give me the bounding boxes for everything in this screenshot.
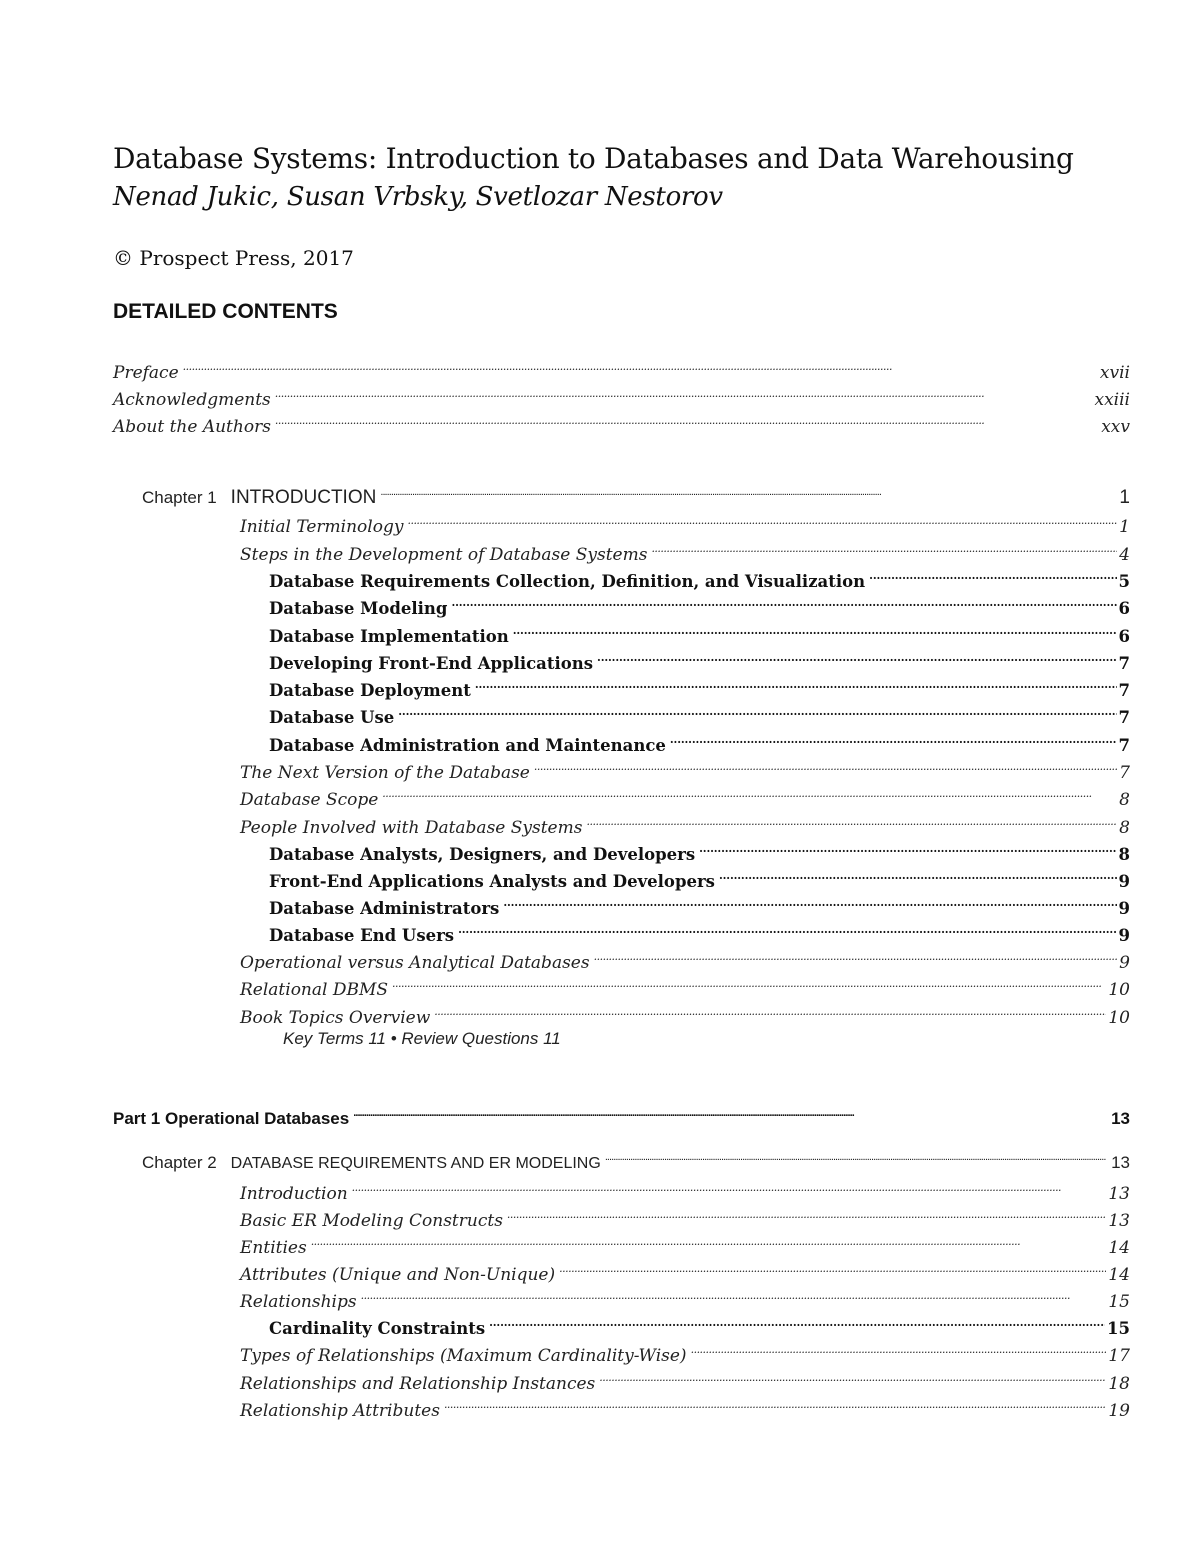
toc-entry-page: 9 — [1118, 899, 1130, 918]
toc-entry-label: Database Implementation — [269, 627, 509, 646]
toc-entry-acknowledgments[interactable] — [113, 383, 1130, 410]
toc-entry-page: 8 — [1119, 818, 1130, 838]
toc-entry-label: Cardinality Constraints — [269, 1319, 486, 1338]
toc-section[interactable] — [240, 510, 1130, 537]
leader-dots — [594, 946, 1118, 968]
toc-entry-page: 5 — [1118, 572, 1130, 591]
leader-dots — [651, 538, 1117, 560]
toc-entry-label: Database Analysts, Designers, and Developers — [269, 845, 696, 864]
leader-dots — [597, 647, 1116, 669]
chapter-page: 1 — [1119, 487, 1130, 508]
leader-dots — [869, 565, 1116, 587]
toc-section[interactable] — [240, 538, 1130, 565]
toc-entry-label: Database Deployment — [269, 681, 471, 700]
leader-dots — [352, 1177, 1107, 1199]
toc-entry-label: Steps in the Development of Database Systems — [240, 545, 648, 565]
toc-section[interactable] — [240, 1001, 1130, 1028]
toc-subsection[interactable] — [269, 592, 1130, 618]
toc-subsection[interactable] — [269, 892, 1130, 918]
toc-entry-label: People Involved with Database Systems — [240, 818, 583, 838]
toc-chapter-1[interactable] — [142, 481, 1130, 508]
leader-dots — [605, 1146, 1109, 1168]
toc-entry-page: 15 — [1107, 1319, 1130, 1338]
toc-part-1[interactable] — [113, 1102, 1130, 1128]
toc-entry-label: Book Topics Overview — [240, 1008, 431, 1028]
toc-section[interactable] — [240, 1394, 1130, 1421]
toc-entry-label: Database Scope — [240, 790, 379, 810]
leader-dots — [586, 811, 1117, 833]
toc-subsection[interactable] — [269, 620, 1130, 646]
toc-entry-label: Entities — [240, 1238, 307, 1258]
toc-subsection[interactable] — [269, 838, 1130, 864]
toc-section[interactable] — [240, 811, 1130, 838]
toc-entry-label: The Next Version of the Database — [240, 763, 530, 783]
copyright-line: © Prospect Press, 2017 — [113, 246, 354, 270]
leader-dots — [444, 1394, 1106, 1416]
toc-entry-page: 13 — [1108, 1184, 1130, 1204]
leader-dots — [353, 1102, 1109, 1124]
toc-entry-page: 14 — [1108, 1265, 1130, 1285]
toc-subsection[interactable] — [269, 647, 1130, 673]
toc-section[interactable] — [240, 756, 1130, 783]
key-terms-line: Key Terms 11 • Review Questions 11 — [283, 1029, 561, 1048]
leader-dots — [507, 1204, 1106, 1226]
toc-entry-label: Relationships — [240, 1292, 357, 1312]
toc-entry-page: 8 — [1119, 790, 1130, 810]
toc-entry-page: xvii — [1099, 363, 1130, 383]
toc-entry-label: Front-End Applications Analysts and Developers — [269, 872, 715, 891]
toc-entry-page: 9 — [1118, 872, 1130, 891]
book-title: Database Systems: Introduction to Databases and Data Warehousing — [113, 142, 1074, 175]
leader-dots — [719, 865, 1117, 887]
leader-dots — [489, 1312, 1105, 1334]
leader-dots — [361, 1285, 1107, 1307]
toc-section[interactable] — [240, 1177, 1130, 1204]
leader-dots — [670, 729, 1117, 751]
toc-entry-preface[interactable] — [113, 356, 1130, 383]
leader-dots — [699, 838, 1116, 860]
toc-subsection[interactable] — [269, 701, 1130, 727]
toc-section[interactable] — [240, 1258, 1130, 1285]
toc-entry-about-authors[interactable] — [113, 410, 1130, 437]
leader-dots — [559, 1258, 1106, 1280]
part-page: 13 — [1111, 1109, 1130, 1128]
toc-entry-label: Relational DBMS — [240, 980, 389, 1000]
toc-chapter-2[interactable] — [142, 1146, 1130, 1172]
toc-entry-page: 7 — [1118, 654, 1130, 673]
leader-dots — [382, 783, 1117, 805]
toc-entry-page: 17 — [1108, 1346, 1130, 1366]
toc-entry-page: 7 — [1119, 763, 1130, 783]
toc-entry-page: 6 — [1118, 627, 1130, 646]
toc-subsection[interactable] — [269, 865, 1130, 891]
leader-dots — [434, 1001, 1106, 1023]
toc-entry-label: Database Use — [269, 708, 395, 727]
toc-entry-page: 18 — [1108, 1374, 1130, 1394]
chapter-title: INTRODUCTION — [230, 487, 377, 508]
toc-entry-label: Database Requirements Collection, Definition, and Visualization — [269, 572, 866, 591]
leader-dots — [398, 701, 1116, 723]
toc-subsection[interactable] — [269, 729, 1130, 755]
toc-entry-label: Operational versus Analytical Databases — [240, 953, 590, 973]
toc-entry-page: 6 — [1118, 599, 1130, 618]
leader-dots — [513, 620, 1117, 642]
toc-section[interactable] — [240, 1204, 1130, 1231]
toc-entry-page: 7 — [1118, 681, 1130, 700]
toc-section[interactable] — [240, 1231, 1130, 1258]
leader-dots — [691, 1339, 1107, 1361]
leader-dots — [275, 383, 1093, 405]
leader-dots — [407, 510, 1117, 532]
toc-subsection[interactable] — [269, 565, 1130, 591]
leader-dots — [458, 919, 1116, 941]
toc-entry-page: xxv — [1101, 417, 1130, 437]
leader-dots — [380, 481, 1117, 503]
toc-section[interactable] — [240, 783, 1130, 810]
book-authors: Nenad Jukic, Susan Vrbsky, Svetlozar Nestorov — [113, 182, 723, 212]
toc-entry-label: Developing Front-End Applications — [269, 654, 594, 673]
toc-subsection[interactable] — [269, 919, 1130, 945]
toc-entry-page: 7 — [1118, 708, 1130, 727]
toc-section[interactable] — [240, 1339, 1130, 1366]
chapter-page: 13 — [1111, 1153, 1130, 1172]
toc-entry-label: Relationship Attributes — [240, 1401, 440, 1421]
chapter-prefix: Chapter 1 — [142, 488, 217, 507]
toc-entry-page: 10 — [1108, 980, 1130, 1000]
chapter-title: DATABASE REQUIREMENTS AND ER MODELING — [230, 1155, 601, 1172]
toc-entry-label: Relationships and Relationship Instances — [240, 1374, 596, 1394]
leader-dots — [451, 592, 1116, 614]
toc-entry-label: Initial Terminology — [240, 517, 404, 537]
toc-entry-label: Database Administrators — [269, 899, 500, 918]
toc-entry-label: Types of Relationships (Maximum Cardinality-Wise) — [240, 1346, 687, 1366]
leader-dots — [475, 674, 1117, 696]
toc-entry-page: 8 — [1118, 845, 1130, 864]
toc-entry-label: About the Authors — [113, 417, 271, 437]
part-label: Part 1 Operational Databases — [113, 1109, 350, 1128]
leader-dots — [311, 1231, 1107, 1253]
toc-entry-label: Attributes (Unique and Non-Unique) — [240, 1265, 556, 1285]
toc-entry-page: 9 — [1118, 926, 1130, 945]
contents-heading: DETAILED CONTENTS — [113, 300, 338, 323]
toc-entry-page: 10 — [1108, 1008, 1130, 1028]
toc-subsection[interactable] — [269, 1312, 1130, 1338]
toc-entry-label: Preface — [113, 363, 179, 383]
toc-entry-page: 19 — [1108, 1401, 1130, 1421]
toc-entry-page: 1 — [1119, 517, 1130, 537]
toc-entry-page: 13 — [1108, 1211, 1130, 1231]
toc-entry-page: 14 — [1108, 1238, 1130, 1258]
toc-entry-label: Introduction — [240, 1184, 348, 1204]
chapter-prefix: Chapter 2 — [142, 1153, 217, 1172]
toc-entry-label: Database Modeling — [269, 599, 448, 618]
leader-dots — [183, 356, 1098, 378]
toc-entry-page: 7 — [1118, 736, 1130, 755]
toc-entry-page: 9 — [1119, 953, 1130, 973]
toc-entry-page: 15 — [1108, 1292, 1130, 1312]
toc-entry-label: Basic ER Modeling Constructs — [240, 1211, 503, 1231]
toc-section[interactable] — [240, 1367, 1130, 1394]
leader-dots — [503, 892, 1116, 914]
toc-section[interactable] — [240, 946, 1130, 973]
toc-section[interactable] — [240, 1285, 1130, 1312]
leader-dots — [392, 973, 1106, 995]
toc-entry-label: Database Administration and Maintenance — [269, 736, 666, 755]
toc-entry-page: 4 — [1119, 545, 1130, 565]
toc-section[interactable] — [240, 973, 1130, 1000]
toc-entry-label: Database End Users — [269, 926, 455, 945]
leader-dots — [534, 756, 1117, 778]
leader-dots — [599, 1367, 1106, 1389]
toc-entry-page: xxiii — [1094, 390, 1130, 410]
leader-dots — [275, 410, 1099, 432]
toc-entry-label: Acknowledgments — [113, 390, 271, 410]
toc-subsection[interactable] — [269, 674, 1130, 700]
